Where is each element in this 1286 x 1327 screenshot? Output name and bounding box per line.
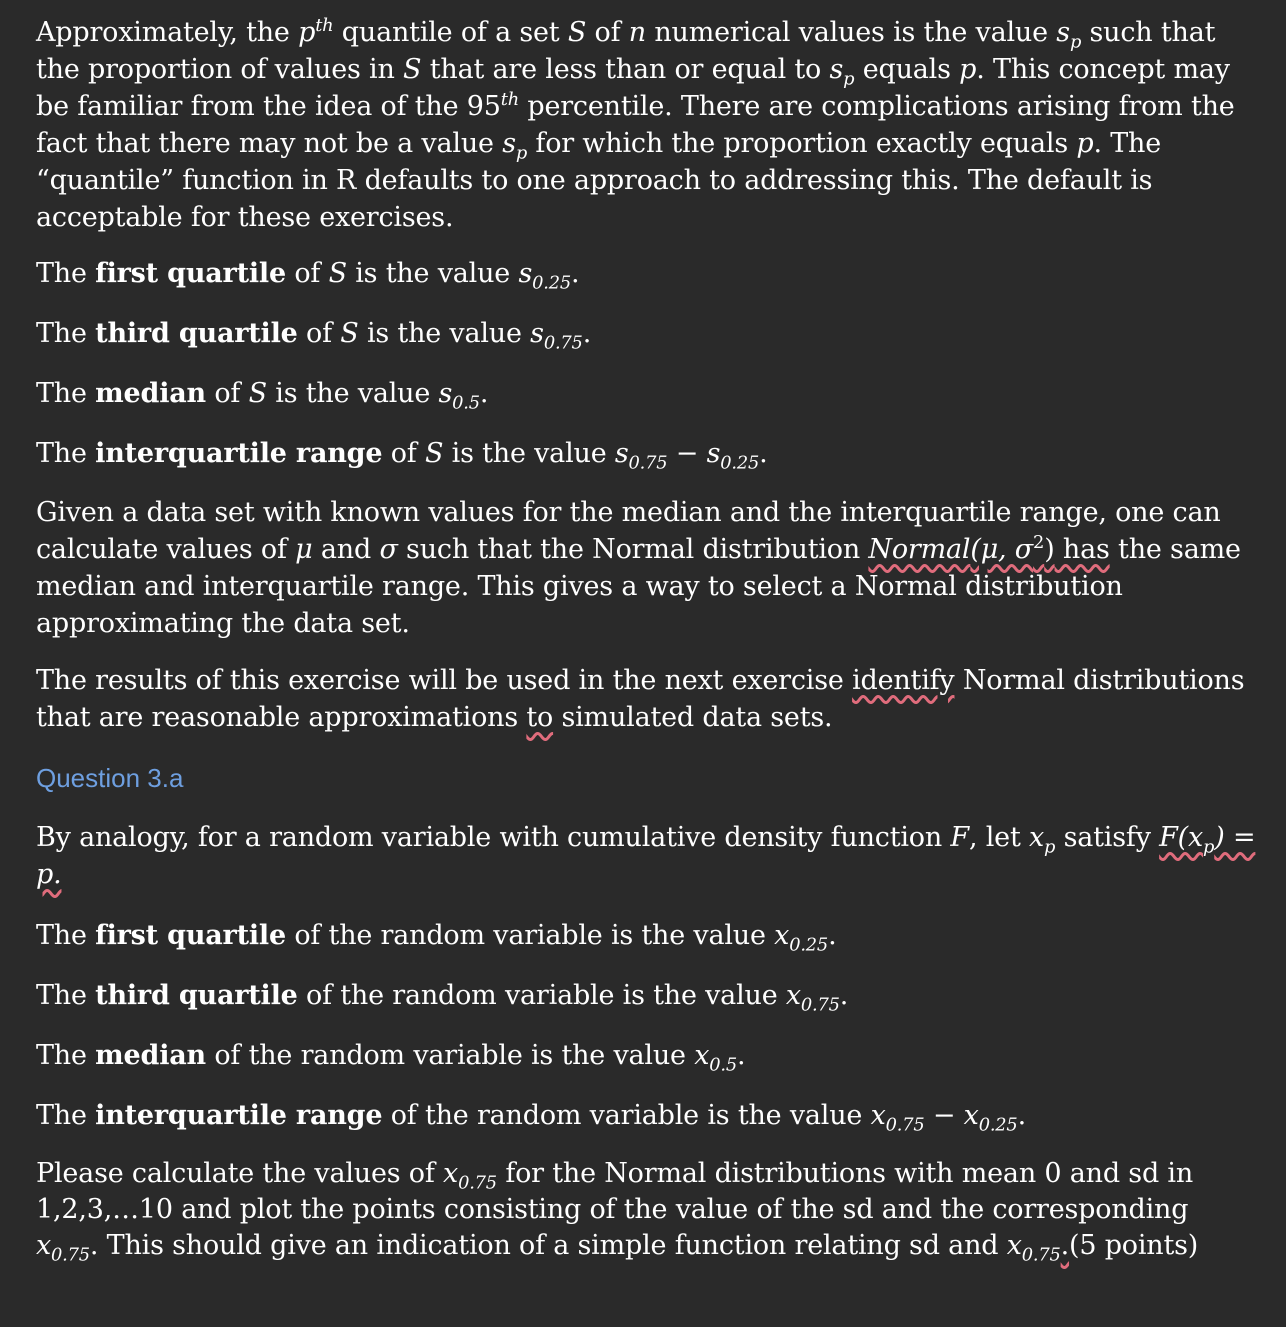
spellcheck-normal-expression[interactable]: Normal(μ, $\sigma^2$) has: [868, 532, 1110, 565]
iqr-set-definition: The interquartile range of S is the value $s_{0.75} - s_{0.25}$.: [36, 438, 768, 474]
spellcheck-period[interactable]: .: [1060, 1230, 1070, 1261]
points-label: (5 points): [1069, 1230, 1199, 1261]
spellcheck-identify[interactable]: identify: [852, 665, 955, 696]
results-paragraph: The results of this exercise will be used in the next exercise identify Normal distributions that are reasonable approximations to simulated data sets.: [36, 665, 1245, 733]
analogy-paragraph: By analogy, for a random variable with cumulative density function F, let $x_p$ satisfy $F(x_p) = p$.: [36, 822, 1256, 890]
final-instructions-paragraph: Please calculate the values of $x_{0.75}$ for the Normal distributions with mean 0 and sd in 1,2,3,…10 and plot the points consisting of the value of the sd and the corresponding $x_{0.75}$. This should give an indication of a simple function relating sd and $x_{0.75}.(5$ points): [36, 1158, 1199, 1266]
given-paragraph: Given a data set with known values for the median and the interquartile range, one can calculate values of μ and σ such that the Normal distribution Normal(μ, $\sigma^2$) has the same median and interquartile range. This gives a way to select a Normal distribution approximating the data set.: [36, 497, 1241, 639]
third-quartile-set-definition: The third quartile of S is the value $s_{0.75}$.: [36, 318, 592, 354]
iqr-rv-definition: The interquartile range of the random variable is the value $x_{0.75} - x_{0.25}$.: [36, 1100, 1026, 1136]
median-set-definition: The median of S is the value $s_{0.5}$.: [36, 378, 489, 414]
spellcheck-to[interactable]: to: [526, 702, 554, 733]
intro-paragraph: Approximately, the $p^{th}$ quantile of a set S of n numerical values is the value $s_p$ such that the proportion of values in S that are less than or equal to $s_p$ equals p. This concept may be familiar from the idea of the 95th percentile. There are complications arising from the fact that there may not be a value $s_p$ for which the proportion exactly equals p. The “quantile” function in R defaults to one approach to addressing this. The default is acceptable for these exercises.: [36, 15, 1235, 233]
first-quartile-set-definition: The first quartile of S is the value $s_{0.25}$.: [36, 258, 580, 294]
first-quartile-rv-definition: The first quartile of the random variable is the value $x_{0.25}$.: [36, 920, 837, 956]
spellcheck-cdf-equation[interactable]: $F(x_p) = p$.: [36, 822, 1256, 890]
third-quartile-rv-definition: The third quartile of the random variable is the value $x_{0.75}$.: [36, 980, 849, 1016]
question-heading: Question 3.a: [36, 763, 184, 793]
median-rv-definition: The median of the random variable is the value $x_{0.5}$.: [36, 1040, 746, 1076]
